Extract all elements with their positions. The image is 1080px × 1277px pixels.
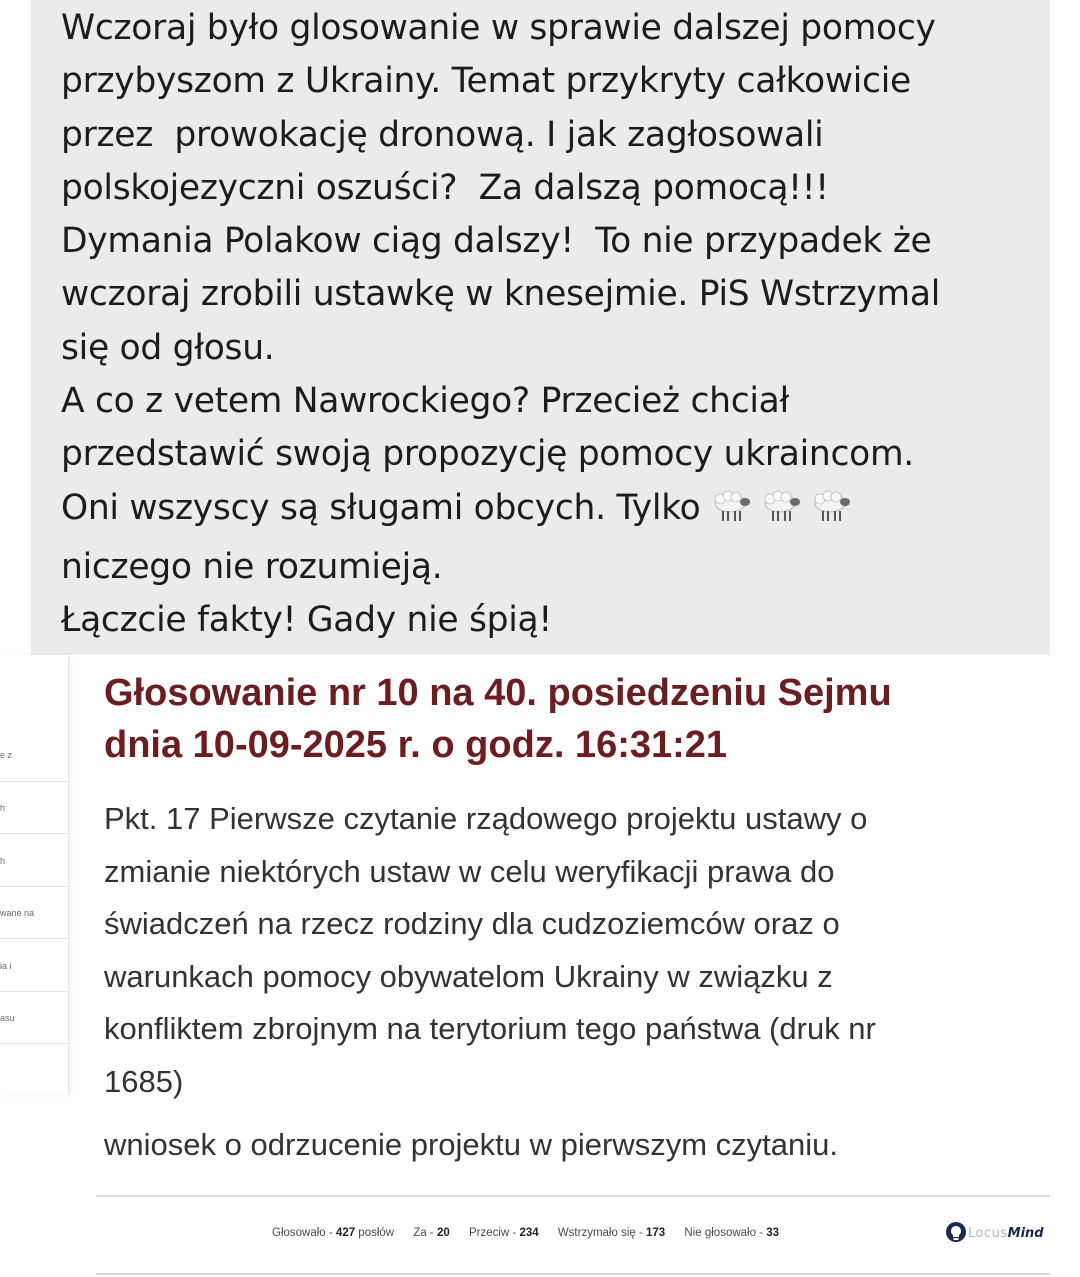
sidebar-divider <box>0 1043 68 1044</box>
sidebar-divider <box>0 938 68 939</box>
sheep-emoji-icon <box>708 489 754 525</box>
post-line: przedstawić swoją propozycję pomocy ukraincom. <box>61 434 914 475</box>
sidebar-item[interactable]: asu <box>0 1013 15 1023</box>
vote-date-line: dnia 10-09-2025 r. o godz. 16:31:21 <box>104 724 728 766</box>
post-line: niczego nie rozumieją. <box>61 546 443 587</box>
description-line: warunkach pomocy obywatelom Ukrainy w związku z <box>104 958 833 994</box>
post-line: przybyszom z Ukrainy. Temat przykryty całkowicie <box>61 61 911 102</box>
sejm-vote-page <box>0 655 1080 1277</box>
agenda-item-description <box>104 793 1004 1108</box>
post-line: przez prowokację dronową. I jak zagłosowali <box>61 114 824 155</box>
post-line: A co z vetem Nawrockiego? Przecież chciał <box>61 381 790 422</box>
post-line: Oni wszyscy są sługami obcych. Tylko <box>61 487 701 528</box>
post-line: wczoraj zrobili ustawkę w knesejmie. PiS Wstrzymal <box>61 274 940 315</box>
divider <box>96 1273 1050 1275</box>
vote-title <box>104 667 1064 771</box>
post-text <box>61 2 1041 648</box>
watermark-text-1: Locus <box>968 1225 1008 1241</box>
post-line: Dymania Polakow ciąg dalszy! To nie przypadek że <box>61 221 932 262</box>
left-sidebar <box>0 655 69 1095</box>
sidebar-item[interactable]: h <box>0 856 6 866</box>
divider <box>96 1195 1050 1197</box>
sidebar-divider <box>0 991 68 992</box>
sidebar-item[interactable]: wane na <box>0 908 35 918</box>
description-line: zmianie niektórych ustaw w celu weryfikacji prawa do <box>104 853 835 889</box>
post-line: Łączcie fakty! Gady nie śpią! <box>61 600 552 641</box>
motion-text: wniosek o odrzucenie projektu w pierwszym czytaniu. <box>104 1127 838 1162</box>
sheep-emoji-icon <box>808 489 854 525</box>
post-line: polskojezyczni oszuści? Za dalszą pomocą!!! <box>61 167 829 208</box>
vote-title-line: Głosowanie nr 10 na 40. posiedzeniu Sejmu <box>104 672 892 714</box>
description-line: świadczeń na rzecz rodziny dla cudzoziemców oraz o <box>104 906 840 941</box>
sidebar-item[interactable]: e z <box>0 750 13 760</box>
description-line: Pkt. 17 Pierwsze czytanie rządowego projektu ustawy o <box>104 801 868 836</box>
post-line-with-emoji <box>61 482 1041 541</box>
sidebar-divider <box>0 781 68 782</box>
result-for: Za - 20 <box>413 1227 450 1239</box>
description-line: konfliktem zbrojnym na terytorium tego państwa (druk nr <box>104 1011 876 1046</box>
watermark-text-2: Mind <box>1007 1225 1044 1241</box>
result-against: Przeciw - 234 <box>468 1227 539 1239</box>
vote-results <box>272 1227 795 1247</box>
sidebar-item[interactable]: ia i <box>0 961 12 971</box>
watermark <box>944 1221 1044 1245</box>
bulb-logo-icon <box>944 1221 968 1245</box>
post-line: Wczoraj było glosowanie w sprawie dalszej pomocy <box>61 8 936 48</box>
result-voted: Głosowało - 427 posłów <box>272 1227 395 1239</box>
result-not-voted: Nie głosowało - 33 <box>684 1227 780 1239</box>
post-line: się od głosu. <box>61 327 275 368</box>
sidebar-item[interactable]: h <box>0 803 6 813</box>
description-line: 1685) <box>104 1063 184 1099</box>
sidebar-divider <box>0 833 68 834</box>
sheep-emoji-icon <box>758 489 804 525</box>
sheep-emoji-group <box>708 488 858 541</box>
result-abstained: Wstrzymało się - 173 <box>557 1227 666 1239</box>
sidebar-divider <box>0 886 68 887</box>
